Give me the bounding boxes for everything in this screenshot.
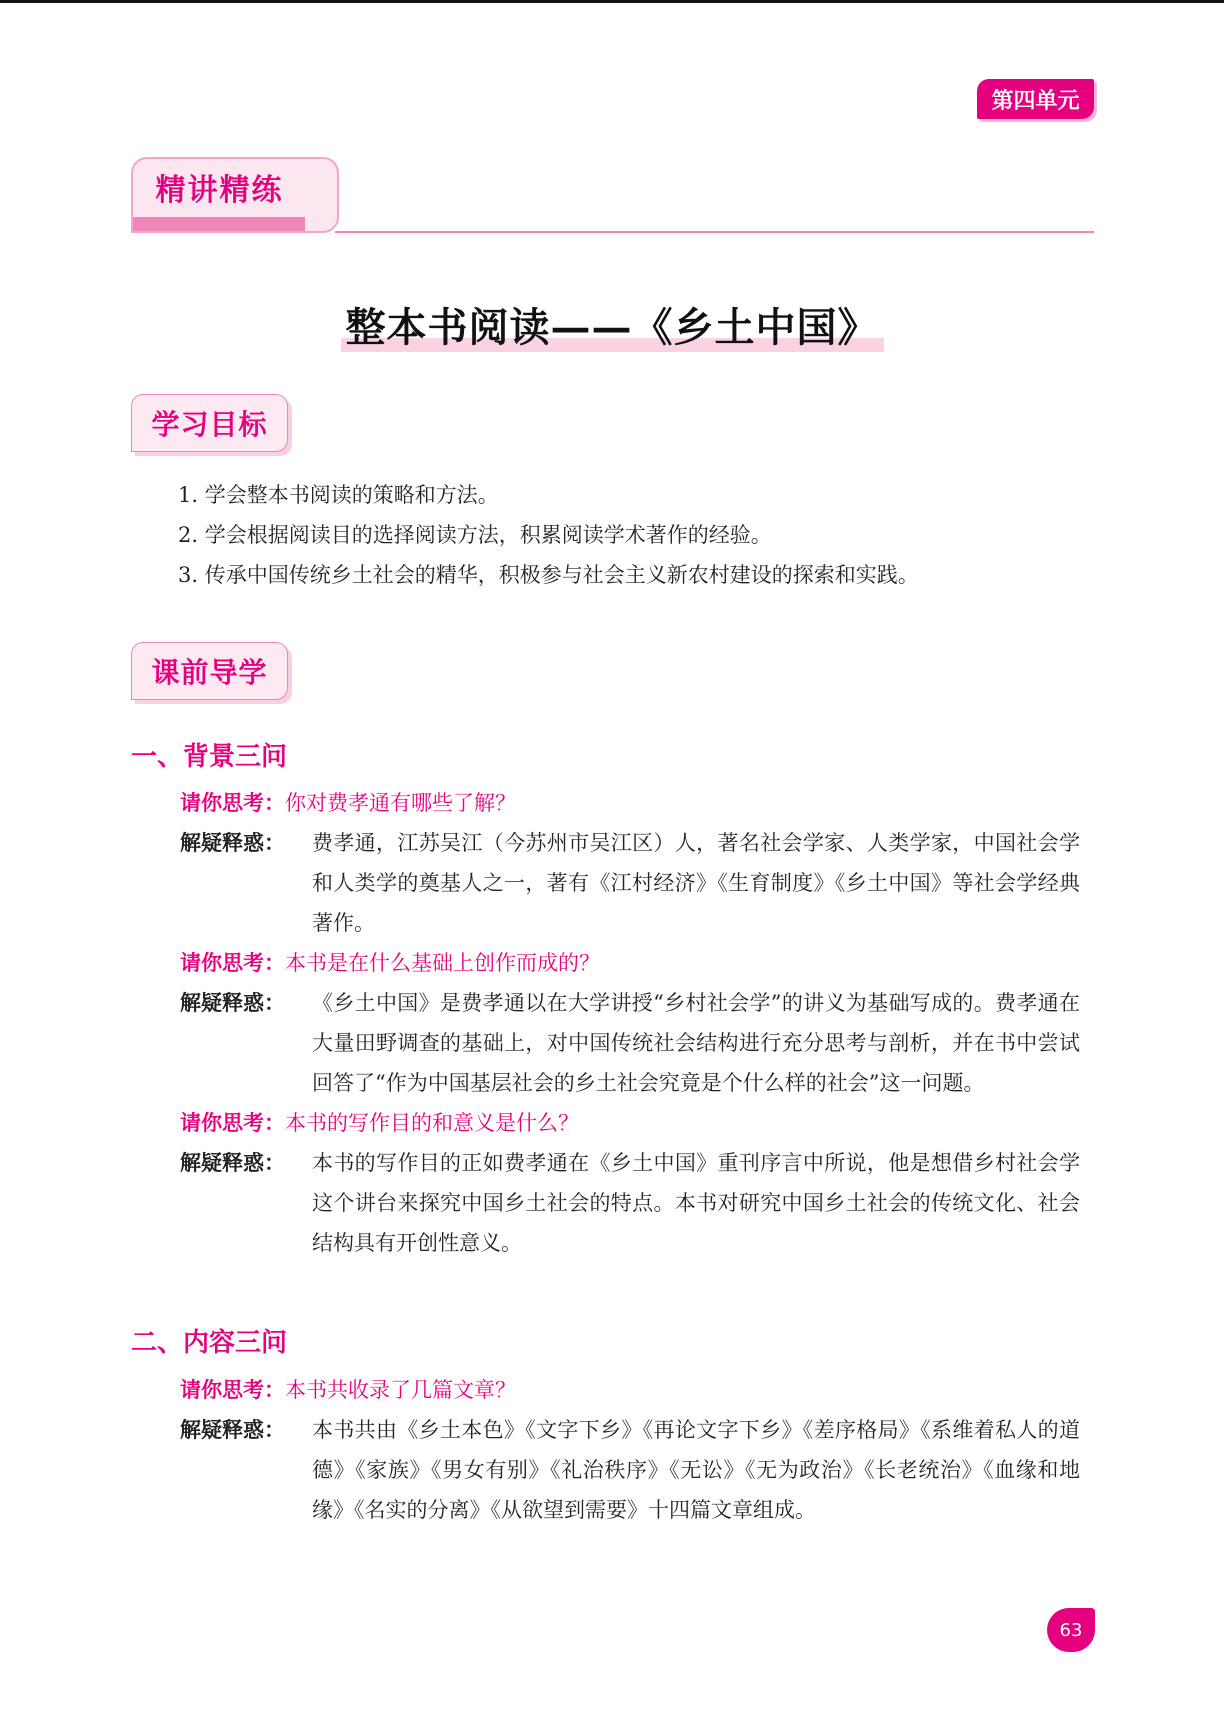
unit-badge: 第四单元 bbox=[977, 79, 1094, 119]
answer bbox=[180, 823, 1080, 943]
question-label: 请你思考： bbox=[180, 1111, 285, 1135]
goal-item: 1. 学会整本书阅读的策略和方法。 bbox=[178, 483, 499, 507]
answer-label: 解疑释惑： bbox=[180, 991, 285, 1015]
question bbox=[180, 1370, 1080, 1410]
answer-label: 解疑释惑： bbox=[180, 1418, 285, 1442]
question-text: 本书的写作目的和意义是什么？ bbox=[285, 1111, 579, 1135]
goal-item: 3. 传承中国传统乡土社会的精华，积极参与社会主义新农村建设的探索和实践。 bbox=[178, 563, 919, 587]
goal-item: 2. 学会根据阅读目的选择阅读方法，积累阅读学术著作的经验。 bbox=[178, 523, 772, 547]
question-text: 你对费孝通有哪些了解？ bbox=[285, 791, 516, 815]
section-tab-label: 精讲精练 bbox=[155, 173, 284, 208]
preview-label: 课前导学 bbox=[131, 642, 288, 700]
header-rule bbox=[335, 231, 1094, 233]
question bbox=[180, 943, 1080, 983]
question-text: 本书共收录了几篇文章？ bbox=[285, 1378, 516, 1402]
section-heading: 二、内容三问 bbox=[131, 1328, 288, 1358]
section-heading: 一、背景三问 bbox=[131, 742, 288, 772]
answer-text: 费孝通，江苏吴江（今苏州市吴江区）人，著名社会学家、人类学家，中国社会学和人类学的奠基人之一，著有《江村经济》《生育制度》《乡土中国》等社会学经典著作。 bbox=[312, 831, 1080, 935]
goal-list bbox=[178, 475, 1118, 595]
section-tab bbox=[131, 157, 339, 233]
question bbox=[180, 1103, 1080, 1143]
goals-label: 学习目标 bbox=[131, 394, 288, 452]
question-label: 请你思考： bbox=[180, 1378, 285, 1402]
answer-text: 《乡土中国》是费孝通以在大学讲授“乡村社会学”的讲义为基础写成的。费孝通在大量田野调查的基础上，对中国传统社会结构进行充分思考与剖析，并在书中尝试回答了“作为中国基层社会的乡土社会究竟是个什么样的社会”这一问题。 bbox=[312, 991, 1080, 1095]
question-label: 请你思考： bbox=[180, 951, 285, 975]
question-label: 请你思考： bbox=[180, 791, 285, 815]
answer-text: 本书共由《乡土本色》《文字下乡》《再论文字下乡》《差序格局》《系维着私人的道德》《家族》《男女有别》《礼治秩序》《无讼》《无为政治》《长老统治》《血缘和地缘》《名实的分离》《从欲望到需要》十四篇文章组成。 bbox=[312, 1418, 1080, 1522]
answer bbox=[180, 1143, 1080, 1263]
page-title: 整本书阅读——《乡土中国》 bbox=[345, 304, 879, 351]
answer-text: 本书的写作目的正如费孝通在《乡土中国》重刊序言中所说，他是想借乡村社会学这个讲台来探究中国乡土社会的特点。本书对研究中国乡土社会的传统文化、社会结构具有开创性意义。 bbox=[312, 1151, 1080, 1255]
top-border-line bbox=[0, 0, 1224, 3]
question-text: 本书是在什么基础上创作而成的？ bbox=[285, 951, 600, 975]
qa-group-1 bbox=[180, 783, 1080, 1263]
answer-label: 解疑释惑： bbox=[180, 1151, 285, 1175]
answer bbox=[180, 1410, 1080, 1530]
answer bbox=[180, 983, 1080, 1103]
question bbox=[180, 783, 1080, 823]
section-tab-bar bbox=[133, 217, 305, 231]
qa-group-2 bbox=[180, 1370, 1080, 1530]
page-number: 63 bbox=[1047, 1608, 1095, 1652]
answer-label: 解疑释惑： bbox=[180, 831, 285, 855]
